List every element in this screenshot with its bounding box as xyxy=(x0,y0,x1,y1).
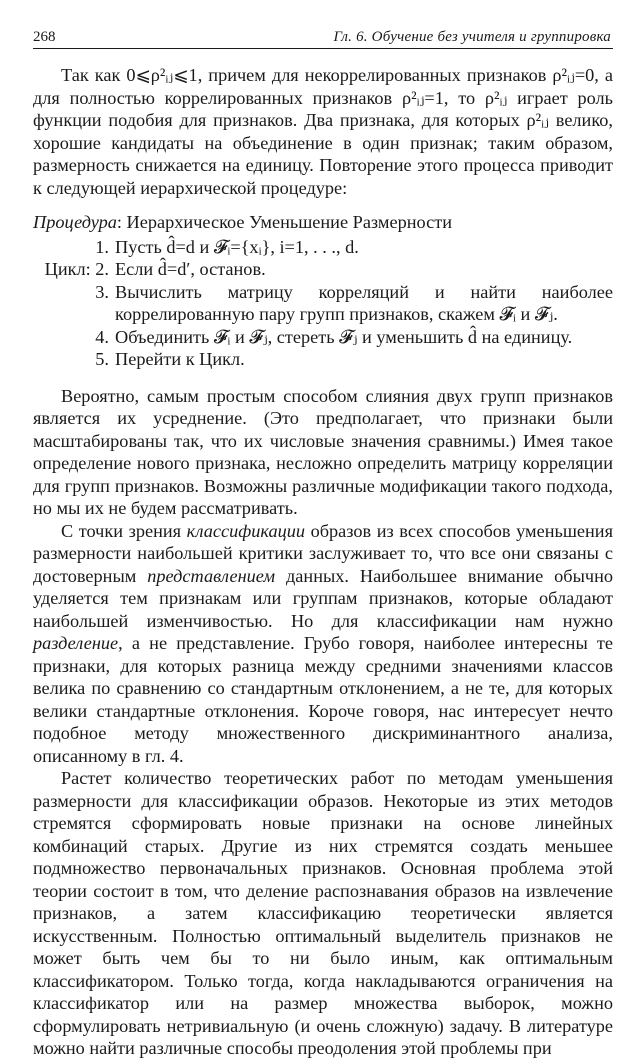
step-text: Перейти к Цикл. xyxy=(115,349,245,369)
step-label: 3. xyxy=(95,281,109,302)
emphasis-representation: представлением xyxy=(147,565,276,586)
paragraph-3-text: С точки зрения xyxy=(61,520,187,541)
procedure-steps xyxy=(33,236,613,371)
running-title: Гл. 6. Обучение без учителя и группировка xyxy=(333,29,611,45)
page-number: 268 xyxy=(33,29,56,45)
page-body xyxy=(33,64,613,1060)
procedure-title xyxy=(33,211,613,234)
emphasis-separation: разделение xyxy=(33,633,119,653)
procedure-step xyxy=(33,348,613,371)
step-text: Вычислить матрицу корреляций и найти наиболее коррелированную пару групп признаков, скажем 𝓕ᵢ и 𝓕ⱼ. xyxy=(115,281,613,324)
step-label: Цикл: 2. xyxy=(44,259,109,279)
procedure-step xyxy=(33,281,613,326)
step-label: 1. xyxy=(95,236,109,257)
procedure-step xyxy=(33,326,613,349)
step-text: Объединить 𝓕ᵢ и 𝓕ⱼ, стереть 𝓕ⱼ и уменьшить d̂ на единицу. xyxy=(115,326,573,347)
paragraph-3-text: образов из всех способов уменьшения размерности наибольшей критики заслуживает то, что все они связаны с достоверным xyxy=(33,520,613,586)
paragraph-2: Вероятно, самым простым способом слияния двух групп признаков является их усреднение. (Это предполагает, что признаки были масштабированы так, что их числовые значения сравнимы.) Имея такое определение нового признака, несложно определить матрицу корреляции для групп признаков. Возможны различные модификации такого подхода, но мы их не будем рассматривать. xyxy=(33,385,613,518)
paragraph-3-text: , а не представление. Грубо говоря, наиболее интересны те признаки, для которых разница между средними значениями классов велика по сравнению со стандартным отклонением, а не те, для которых велики стандартные отклонения. Короче говоря, нас интересует нечто подобное методу множественного дискриминантного анализа, описанному в гл. 4. xyxy=(33,633,613,766)
procedure-label: Процедура xyxy=(33,212,117,232)
procedure-step xyxy=(33,258,613,281)
paragraph-3 xyxy=(33,520,613,768)
paragraph-3-text: данных. Наибольшее внимание обычно уделяется тем признакам или группам признаков, которые обладают наибольшей изменчивостью. Но для классификации нам нужно xyxy=(33,565,613,631)
procedure-name: : Иерархическое Уменьшение Размерности xyxy=(116,212,452,232)
step-text: Если d̂=d′, останов. xyxy=(115,259,266,279)
paragraph-1: Так как 0⩽ρ²ᵢⱼ⩽1, причем для некоррелированных признаков ρ²ᵢⱼ=0, а для полностью коррелированных признаков ρ²ᵢⱼ=1, то ρ²ᵢⱼ играет роль функции подобия для признаков. Два признака, для которых ρ²ᵢⱼ велико, хорошие кандидаты на объединение в один признак; таким образом, размерность снижается на единицу. Повторение этого процесса приводит к следующей иерархической процедуре: xyxy=(33,65,613,198)
header-rule xyxy=(33,48,613,49)
page-header xyxy=(33,26,613,48)
step-label: 4. xyxy=(95,326,109,347)
emphasis-classification: классификации xyxy=(186,520,306,541)
paragraph-4: Растет количество теоретических работ по методам уменьшения размерности для классификации образов. Некоторые из этих методов стремятся сформировать новые признаки на основе линейных комбинаций старых. Другие из них стремятся создать меньшее подмножество первоначальных признаков. Основная проблема этой теории состоит в том, что деление распознавания образов на извлечение признаков, а затем классификацию теоретически является искусственным. Полностью оптимальный выделитель признаков не может быть чем бы то ни было иным, как оптимальным классификатором. Только тогда, когда накладываются ограничения на классификатор или на размер множества выборок, можно сформулировать нетривиальную (и очень сложную) задачу. В литературе можно найти различные способы преодоления этой проблемы при xyxy=(33,768,613,1058)
step-text: Пусть d̂=d и 𝓕ᵢ={xᵢ}, i=1, . . ., d. xyxy=(115,236,359,257)
step-label: 5. xyxy=(95,349,109,369)
procedure-step xyxy=(33,236,613,259)
